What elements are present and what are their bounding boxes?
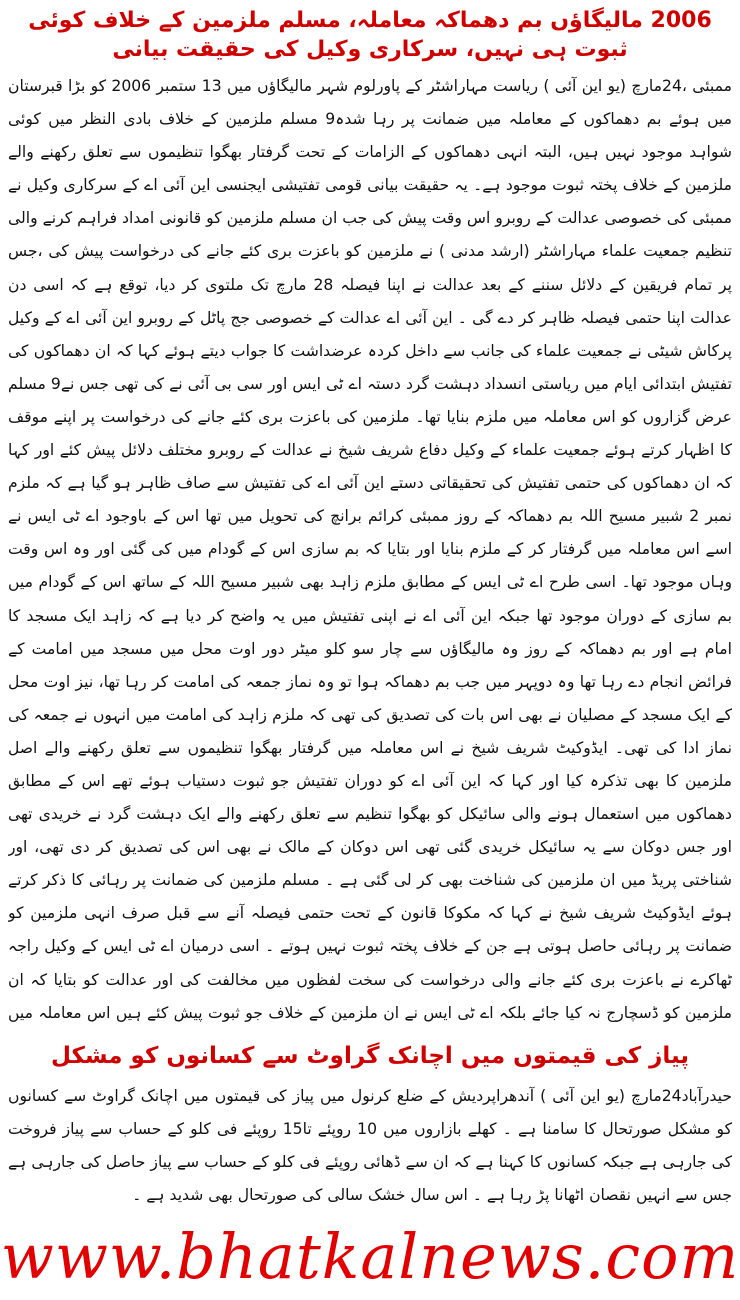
article2-body: حیدرآباد24مارچ (یو این آئی ) آندھراپردیش کے ضلع کرنول میں پیاز کی قیمتوں میں اچانک گراوٹ سے کسانوں کو مشکل صورتحال کا سامنا ہے ۔ کھلے بازاروں میں 10 روپئے تا15 روپئے فی کلو کے حساب سے پیاز فروخت کی جارہی ہے جبکہ کسانوں کا کہنا ہے کہ ان سے ڈھائی روپئے فی کلو کے حساب سے پیاز حاصل کی جارہی ہے جس سے انہیں نقصان اٹھانا پڑ رہا ہے ۔ اس سال خشک سالی کی صورتحال بھی شدید ہے ۔ — [8, 1087, 732, 1204]
article-body: ممبئی ،24مارچ (یو این آئی ) ریاست مہاراشٹر کے پاورلوم شہر مالیگاؤں میں 13 ستمبر 2006 کو بڑا قبرستان میں ہوئے بم دھماکوں کے معاملہ میں ضمانت پر رہا شدہ9 مسلم ملزمین کے خلاف بادی النظر میں کوئی شواہد موجود نہیں ہیں، البتہ انہی دھماکوں کے الزامات کے تحت گرفتار بھگوا تنظیموں سے تعلق رکھنے والے ملزمین کے خلاف پختہ ثبوت موجود ہے۔ یہ حقیقت بیانی قومی تفتیشی ایجنسی این آئی اے کے سرکاری وکیل نے ممبئی کی خصوصی عدالت کے روبرو اس وقت پیش کی جب ان مسلم ملزمین کو قانونی امداد فراہم کرنے والی تنظیم جمعیت علماء مہاراشٹر (ارشد مدنی ) نے ملزمین کو باعزت بری کئے جانے کی درخواست پیش کی ،جس پر تمام فریقین کے دلائل سننے کے بعد عدالت نے اپنا فیصلہ 28 مارچ تک ملتوی کر دیا، توقع ہے کہ اسی دن عدالت اپنا حتمی فیصلہ ظاہر کر دے گی ۔ این آئی اے عدالت کے خصوصی جج پاٹل کے روبرو این آئی اے کے وکیل پرکاش شیٹی نے جمعیت علماء کی جانب سے داخل کردہ عرضداشت کا جواب دیتے ہوئے کہا کہ ان دھماکوں کی تفتیش ابتدائی ایام میں ریاستی انسداد دہشت گرد دستہ اے ٹی ایس اور سی بی آئی نے کی تھی جس نے9 مسلم عرض گزاروں کو اس معاملہ میں ملزم بنایا تھا۔ ملزمین کی باعزت بری کئے جانے کی درخواست پر اپنے موقف کا اظہار کرتے ہوئے جمعیت علماء کے وکیل دفاع شریف شیخ نے عدالت کے روبرو مختلف دلائل پیش کئے اور کہا کہ ان دھماکوں کی حتمی تفتیش کی تحقیقاتی دستے این آئی اے کی تفتیش سے صاف ظاہر ہو گیا ہے کہ ملزم نمبر 2 شبیر مسیح اللہ بم دھماکہ کے روز ممبئی کرائم برانچ کی تحویل میں تھا اس کے باوجود اے ٹی ایس نے اسے اس معاملہ میں گرفتار کر کے ملزم بنایا اور بتایا کہ بم سازی اس کے گودام میں کی گئی اور وہ اس وقت وہاں موجود تھا۔ اسی طرح اے ٹی ایس کے مطابق ملزم زاہد بھی شبیر مسیح اللہ کے ساتھ اس کے گودام میں بم سازی کے دوران موجود تھا جبکہ این آئی اے نے اپنی تفتیش میں یہ واضح کر دیا ہے کہ زاہد ایک مسجد کا امام ہے اور بم دھماکہ کے روز وہ مالیگاؤں سے چار سو کلو میٹر دور اوت محل میں مسجد میں امامت کے فرائض انجام دے رہا تھا وہ دوپہر میں جب بم دھماکہ ہوا تو وہ نماز جمعہ کی امامت کر رہا تھا، نیز اوت محل کے ایک مسجد کے مصلیان نے بھی اس بات کی تصدیق کی تھی کہ ملزم زاہد کی امامت میں انہوں نے جمعہ کی نماز ادا کی تھی۔ ایڈوکیٹ شریف شیخ نے اس معاملہ میں گرفتار بھگوا تنظیموں سے تعلق رکھنے والے اصل ملزمین کا بھی تذکرہ کیا اور کہا کہ این آئی اے کو دوران تفتیش جو ثبوت دستیاب ہوئے تھے اس کے مطابق دھماکوں میں استعمال ہونے والی سائیکل کو بھگوا تنظیم سے تعلق رکھنے والے ایک دہشت گرد نے خریدی تھی اور جس دوکان سے یہ سائیکل خریدی گئی تھی اس دوکان کے مالک نے بھی اس کی تصدیق کر دی تھی، اور شناختی پریڈ میں ان ملزمین کی شناخت بھی کر لی گئی ہے ۔ مسلم ملزمین کی ضمانت پر رہائی کا ذکر کرتے ہوئے ایڈوکیٹ شریف شیخ نے کہا کہ مکوکا قانون کے تحت حتمی فیصلہ آنے سے قبل صرف انہی ملزمین کو ضمانت پر رہائی حاصل ہوتی ہے جن کے خلاف پختہ ثبوت نہیں ہوتے ۔ اسی درمیان اے ٹی ایس کے وکیل راجہ ٹھاکرے نے باعزت بری کئے جانے والی درخواست کی سخت لفظوں میں مخالفت کی اور عدالت کو بتایا کہ ان ملزمین کو ڈسچارج نہ کیا جائے بلکہ اے ٹی ایس نے ان ملزمین کے خلاف جو ثبوت پیش کئے ہیں اس معاملہ میں — [8, 77, 732, 1022]
article2-headline: پیاز کی قیمتوں میں اچانک گراوٹ سے کسانوں کو مشکل — [50, 1043, 690, 1069]
article-headline: 2006 مالیگاؤں بم دھماکہ معاملہ، مسلم ملزمین کے خلاف کوئی ثبوت ہی نہیں، سرکاری وکیل کی حقیقت بیانی — [28, 8, 712, 62]
website-watermark: www.bhatkalnews.com — [0, 1222, 740, 1292]
